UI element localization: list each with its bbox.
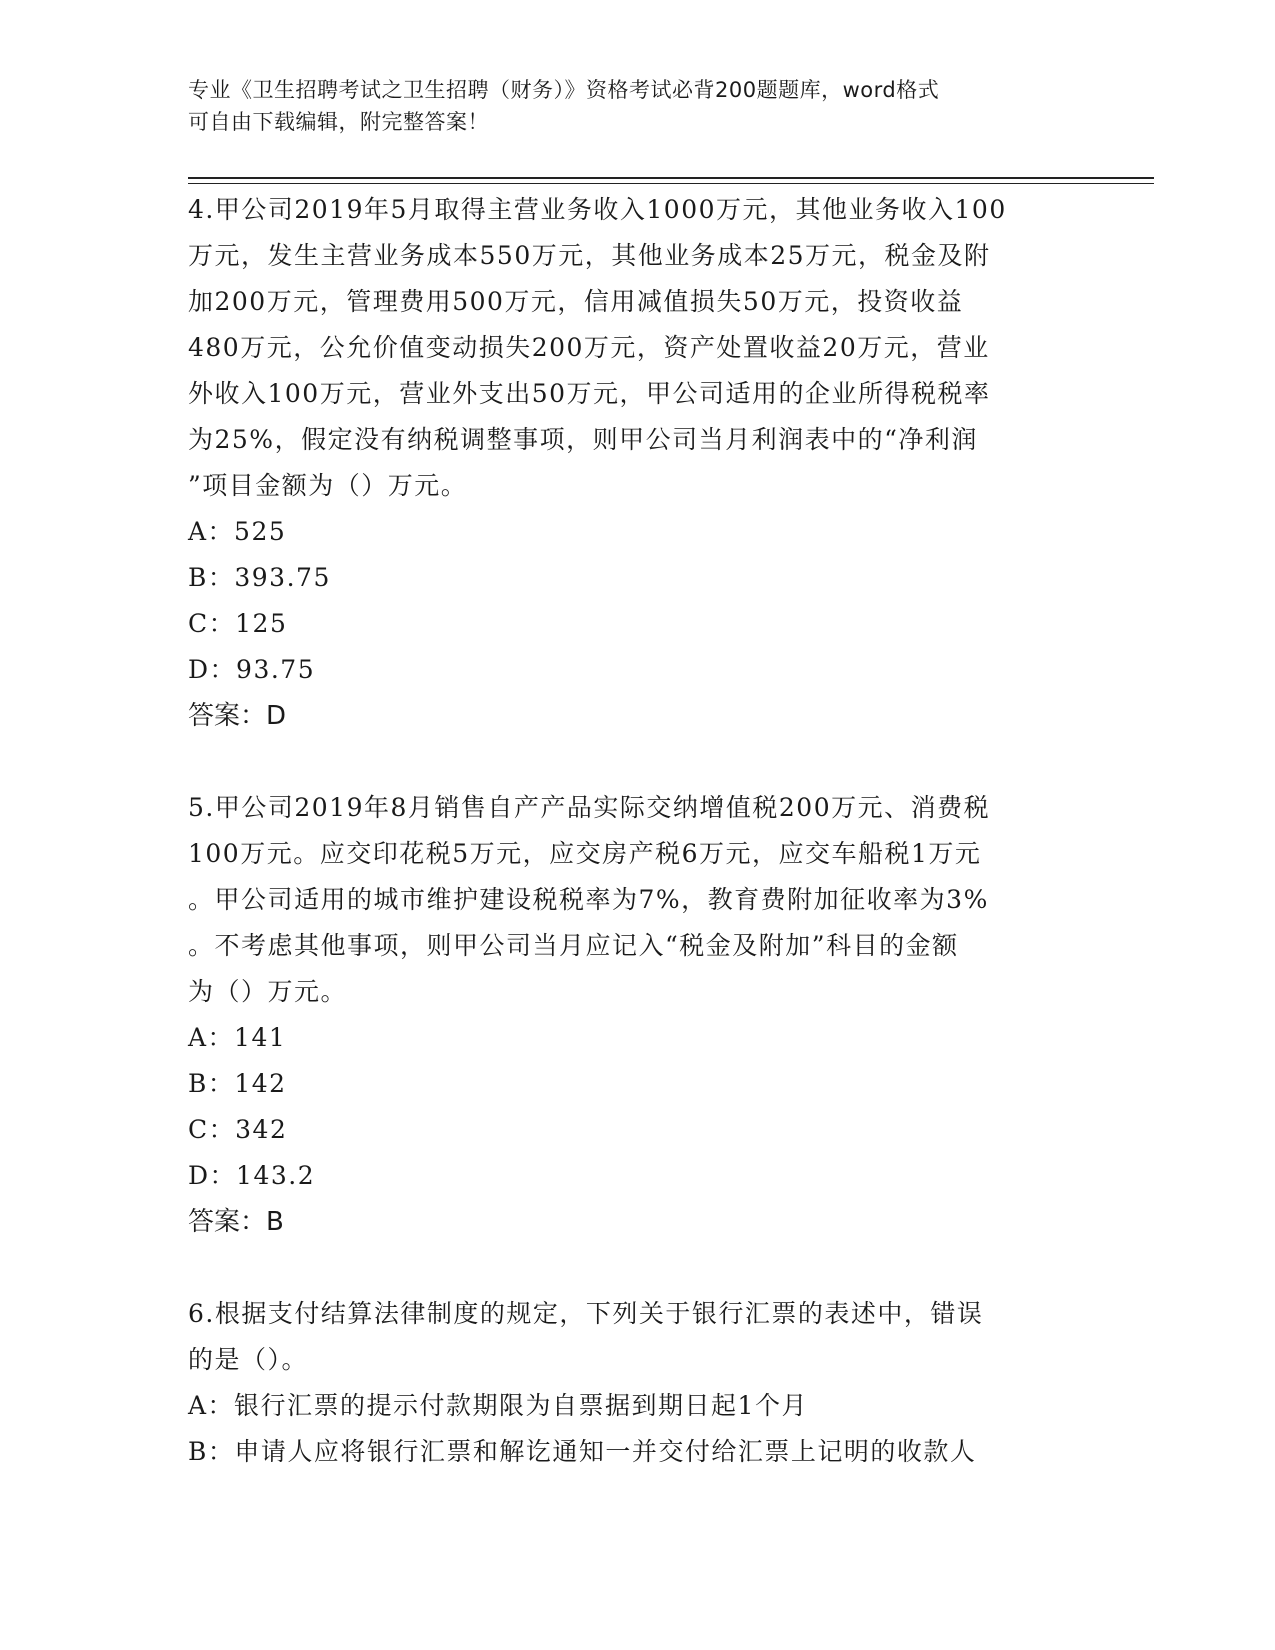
- question-text-line: 。甲公司适用的城市维护建设税税率为7%，教育费附加征收率为3%: [188, 885, 989, 914]
- question-text-line: 的是（）。: [188, 1345, 309, 1374]
- option-c: C：125: [188, 609, 288, 638]
- header-divider-thick: [188, 177, 1154, 179]
- question-4-text: [188, 187, 1088, 509]
- option-a: A：141: [188, 1023, 287, 1052]
- question-text-line: 480万元，公允价值变动损失200万元，资产处置收益20万元，营业: [188, 333, 990, 362]
- question-text-line: ”项目金额为（）万元。: [188, 471, 468, 500]
- question-text-line: 。不考虑其他事项，则甲公司当月应记入“税金及附加”科目的金额: [188, 931, 959, 960]
- question-text-line: 万元，发生主营业务成本550万元，其他业务成本25万元，税金及附: [188, 241, 991, 270]
- header-line-1: 专业《卫生招聘考试之卫生招聘（财务）》资格考试必背200题题库，word格式: [188, 78, 940, 102]
- question-text-line: 100万元。应交印花税5万元，应交房产税6万元，应交车船税1万元: [188, 839, 982, 868]
- question-6-text: [188, 1291, 1088, 1383]
- question-4: [188, 187, 1088, 739]
- question-list: [188, 187, 1088, 1521]
- question-text-line: 外收入100万元，营业外支出50万元，甲公司适用的企业所得税税率: [188, 379, 991, 408]
- header-divider-thin: [188, 183, 1154, 184]
- answer-label: 答案：B: [188, 1207, 284, 1237]
- question-text-line: 为（）万元。: [188, 977, 348, 1006]
- option-b: B：393.75: [188, 563, 331, 592]
- option-b: B：申请人应将银行汇票和解讫通知一并交付给汇票上记明的收款人: [188, 1437, 977, 1466]
- question-text-line: 5.甲公司2019年8月销售自产产品实际交纳增值税200万元、消费税: [188, 793, 991, 822]
- header-line-2: 可自由下载编辑，附完整答案！: [188, 110, 489, 134]
- question-text-line: 6.根据支付结算法律制度的规定，下列关于银行汇票的表述中，错误: [188, 1299, 984, 1328]
- document-header: [188, 74, 1088, 138]
- option-d: D：143.2: [188, 1161, 316, 1190]
- question-text-line: 4.甲公司2019年5月取得主营业务收入1000万元，其他业务收入100: [188, 195, 1007, 224]
- option-a: A：525: [188, 517, 287, 546]
- question-5-text: [188, 785, 1088, 1015]
- question-text-line: 为25%，假定没有纳税调整事项，则甲公司当月利润表中的“净利润: [188, 425, 978, 454]
- question-6: [188, 1291, 1088, 1475]
- answer-label: 答案：D: [188, 701, 287, 731]
- option-d: D：93.75: [188, 655, 316, 684]
- question-text-line: 加200万元，管理费用500万元，信用减值损失50万元，投资收益: [188, 287, 964, 316]
- option-b: B：142: [188, 1069, 287, 1098]
- question-5: [188, 785, 1088, 1245]
- option-a: A：银行汇票的提示付款期限为自票据到期日起1个月: [188, 1391, 808, 1420]
- option-c: C：342: [188, 1115, 288, 1144]
